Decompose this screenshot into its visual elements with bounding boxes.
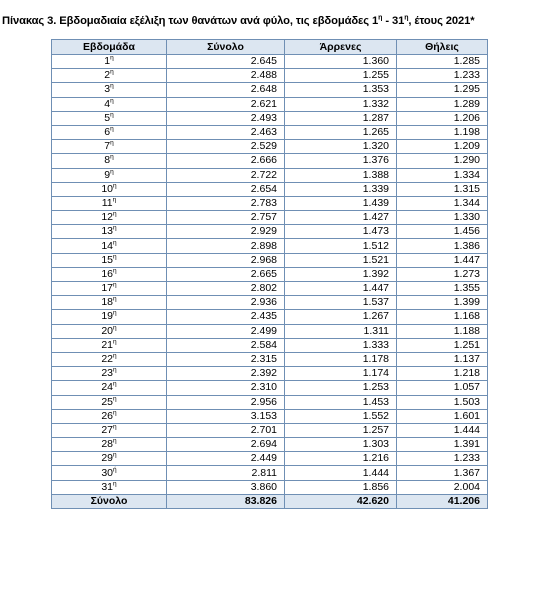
week-number: 29	[101, 452, 114, 465]
male-cell: 1.255	[285, 69, 397, 83]
week-number: 14	[101, 239, 114, 252]
female-cell: 1.601	[397, 409, 488, 423]
total-cell: 2.666	[167, 154, 285, 168]
week-ordinal-suffix: η	[113, 224, 117, 232]
week-cell	[52, 452, 167, 466]
female-cell: 1.273	[397, 267, 488, 281]
male-cell: 1.444	[285, 466, 397, 480]
table-row	[52, 83, 488, 97]
female-cell: 1.251	[397, 338, 488, 352]
week-cell	[52, 438, 167, 452]
table-row	[52, 381, 488, 395]
table-row	[52, 111, 488, 125]
header-row	[52, 40, 488, 55]
week-cell	[52, 55, 167, 69]
female-cell: 1.290	[397, 154, 488, 168]
table-row	[52, 423, 488, 437]
total-cell: 2.584	[167, 338, 285, 352]
female-cell: 1.218	[397, 367, 488, 381]
female-cell: 2.004	[397, 480, 488, 494]
week-ordinal-suffix: η	[113, 309, 117, 317]
week-cell	[52, 480, 167, 494]
week-ordinal-suffix: η	[113, 380, 117, 388]
male-cell: 1.303	[285, 438, 397, 452]
week-ordinal-suffix: η	[113, 352, 117, 360]
total-cell: 2.694	[167, 438, 285, 452]
table-row	[52, 452, 488, 466]
male-cell: 1.339	[285, 182, 397, 196]
male-cell: 1.253	[285, 381, 397, 395]
week-cell	[52, 352, 167, 366]
table-row	[52, 55, 488, 69]
male-cell: 1.333	[285, 338, 397, 352]
table-row	[52, 267, 488, 281]
total-cell: 2.968	[167, 253, 285, 267]
week-cell	[52, 111, 167, 125]
table-row	[52, 154, 488, 168]
total-cell: 2.701	[167, 423, 285, 437]
total-cell: 2.783	[167, 196, 285, 210]
week-ordinal-suffix: η	[113, 437, 117, 445]
table-row	[52, 239, 488, 253]
week-cell	[52, 338, 167, 352]
week-number: 7	[104, 140, 111, 153]
male-cell: 1.392	[285, 267, 397, 281]
female-cell: 1.206	[397, 111, 488, 125]
male-cell: 1.287	[285, 111, 397, 125]
week-ordinal-suffix: η	[113, 338, 117, 346]
table-row	[52, 196, 488, 210]
week-number: 6	[104, 126, 111, 139]
female-cell: 1.233	[397, 452, 488, 466]
week-cell	[52, 225, 167, 239]
title-suffix: , έτους 2021*	[408, 15, 475, 27]
total-cell: 2.722	[167, 168, 285, 182]
week-ordinal-suffix: η	[110, 54, 114, 62]
week-ordinal-suffix: η	[110, 68, 114, 76]
total-cell: 2.929	[167, 225, 285, 239]
total-row-total: 83.826	[167, 494, 285, 508]
table-row	[52, 310, 488, 324]
table-row	[52, 367, 488, 381]
week-number: 1	[104, 55, 111, 68]
table-row	[52, 466, 488, 480]
male-cell: 1.311	[285, 324, 397, 338]
male-cell: 1.265	[285, 125, 397, 139]
table-row	[52, 282, 488, 296]
week-cell	[52, 182, 167, 196]
week-ordinal-suffix: η	[113, 295, 117, 303]
week-ordinal-suffix: η	[110, 111, 114, 119]
table-title	[2, 15, 542, 27]
total-cell: 2.757	[167, 211, 285, 225]
total-cell: 2.449	[167, 452, 285, 466]
table-row	[52, 97, 488, 111]
week-number: 16	[101, 267, 114, 280]
week-number: 18	[101, 296, 114, 309]
male-cell: 1.447	[285, 282, 397, 296]
week-number: 15	[101, 253, 114, 266]
table-row	[52, 438, 488, 452]
male-cell: 1.178	[285, 352, 397, 366]
table-row	[52, 253, 488, 267]
week-number: 8	[104, 154, 111, 167]
female-cell: 1.391	[397, 438, 488, 452]
female-cell: 1.367	[397, 466, 488, 480]
male-cell: 1.552	[285, 409, 397, 423]
week-ordinal-suffix: η	[113, 395, 117, 403]
week-ordinal-suffix: η	[110, 168, 114, 176]
male-cell: 1.360	[285, 55, 397, 69]
table-row	[52, 409, 488, 423]
female-cell: 1.444	[397, 423, 488, 437]
total-cell: 2.665	[167, 267, 285, 281]
week-cell	[52, 409, 167, 423]
male-cell: 1.332	[285, 97, 397, 111]
week-cell	[52, 296, 167, 310]
deaths-by-sex-table	[51, 39, 488, 509]
total-cell: 2.529	[167, 140, 285, 154]
total-row-male: 42.620	[285, 494, 397, 508]
week-number: 31	[101, 480, 114, 493]
week-ordinal-suffix: η	[110, 82, 114, 90]
total-cell: 2.621	[167, 97, 285, 111]
table-row	[52, 225, 488, 239]
week-ordinal-suffix: η	[110, 153, 114, 161]
male-cell: 1.521	[285, 253, 397, 267]
male-cell: 1.174	[285, 367, 397, 381]
week-ordinal-suffix: η	[113, 366, 117, 374]
table-row	[52, 140, 488, 154]
week-number: 19	[101, 310, 114, 323]
total-cell: 2.648	[167, 83, 285, 97]
male-cell: 1.439	[285, 196, 397, 210]
total-cell: 2.310	[167, 381, 285, 395]
week-number: 24	[101, 381, 114, 394]
week-number: 27	[101, 423, 114, 436]
week-cell	[52, 211, 167, 225]
header-female: Θήλεις	[397, 40, 488, 55]
week-cell	[52, 97, 167, 111]
week-number: 3	[104, 83, 111, 96]
total-cell: 2.898	[167, 239, 285, 253]
male-cell: 1.257	[285, 423, 397, 437]
title-mid: - 31	[382, 15, 405, 27]
week-ordinal-suffix: η	[113, 182, 117, 190]
male-cell: 1.376	[285, 154, 397, 168]
title-prefix: Πίνακας 3. Εβδομαδιαία εξέλιξη των θανάτων ανά φύλο, τις εβδομάδες 1	[2, 15, 379, 27]
week-number: 10	[101, 182, 114, 195]
total-cell: 2.811	[167, 466, 285, 480]
female-cell: 1.447	[397, 253, 488, 267]
week-cell	[52, 324, 167, 338]
week-cell	[52, 367, 167, 381]
total-cell: 2.802	[167, 282, 285, 296]
title-sup-2: η	[404, 14, 409, 22]
week-cell	[52, 140, 167, 154]
female-cell: 1.188	[397, 324, 488, 338]
week-number: 26	[101, 409, 114, 422]
week-cell	[52, 125, 167, 139]
title-sup-1: η	[378, 14, 383, 22]
week-ordinal-suffix: η	[113, 239, 117, 247]
week-number: 28	[101, 438, 114, 451]
week-ordinal-suffix: η	[110, 139, 114, 147]
total-cell: 2.499	[167, 324, 285, 338]
week-ordinal-suffix: η	[113, 480, 117, 488]
female-cell: 1.137	[397, 352, 488, 366]
female-cell: 1.344	[397, 196, 488, 210]
female-cell: 1.334	[397, 168, 488, 182]
week-ordinal-suffix: η	[110, 125, 114, 133]
female-cell: 1.330	[397, 211, 488, 225]
week-cell	[52, 69, 167, 83]
total-cell: 2.488	[167, 69, 285, 83]
total-cell: 2.315	[167, 352, 285, 366]
female-cell: 1.198	[397, 125, 488, 139]
week-number: 30	[101, 466, 114, 479]
week-cell	[52, 253, 167, 267]
table-row	[52, 125, 488, 139]
male-cell: 1.216	[285, 452, 397, 466]
table-row	[52, 352, 488, 366]
week-number: 2	[104, 69, 111, 82]
header-total: Σύνολο	[167, 40, 285, 55]
male-cell: 1.320	[285, 140, 397, 154]
total-cell: 2.463	[167, 125, 285, 139]
male-cell: 1.267	[285, 310, 397, 324]
week-cell	[52, 310, 167, 324]
table-row	[52, 395, 488, 409]
female-cell: 1.355	[397, 282, 488, 296]
week-ordinal-suffix: η	[113, 267, 117, 275]
header-week: Εβδομάδα	[52, 40, 167, 55]
total-row-label: Σύνολο	[52, 494, 167, 508]
male-cell: 1.353	[285, 83, 397, 97]
male-cell: 1.537	[285, 296, 397, 310]
week-ordinal-suffix: η	[113, 451, 117, 459]
week-number: 5	[104, 111, 111, 124]
week-number: 4	[104, 97, 111, 110]
week-ordinal-suffix: η	[113, 409, 117, 417]
female-cell: 1.168	[397, 310, 488, 324]
week-cell	[52, 267, 167, 281]
week-ordinal-suffix: η	[110, 97, 114, 105]
week-cell	[52, 168, 167, 182]
female-cell: 1.315	[397, 182, 488, 196]
week-cell	[52, 239, 167, 253]
week-number: 23	[101, 367, 114, 380]
table-row	[52, 296, 488, 310]
female-cell: 1.295	[397, 83, 488, 97]
week-ordinal-suffix: ή	[113, 466, 117, 474]
table-row	[52, 69, 488, 83]
week-ordinal-suffix: η	[112, 196, 117, 204]
female-cell: 1.503	[397, 395, 488, 409]
total-cell: 2.654	[167, 182, 285, 196]
total-cell: 2.392	[167, 367, 285, 381]
total-row	[52, 494, 488, 508]
male-cell: 1.473	[285, 225, 397, 239]
table-row	[52, 324, 488, 338]
male-cell: 1.453	[285, 395, 397, 409]
female-cell: 1.209	[397, 140, 488, 154]
week-ordinal-suffix: η	[113, 281, 117, 289]
table-row	[52, 338, 488, 352]
week-cell	[52, 196, 167, 210]
week-number: 13	[101, 225, 114, 238]
total-cell: 3.860	[167, 480, 285, 494]
week-number: 12	[101, 211, 114, 224]
female-cell: 1.057	[397, 381, 488, 395]
week-number: 20	[101, 324, 114, 337]
week-cell	[52, 466, 167, 480]
week-cell	[52, 154, 167, 168]
week-cell	[52, 381, 167, 395]
female-cell: 1.399	[397, 296, 488, 310]
week-number: 25	[101, 395, 114, 408]
total-cell: 2.435	[167, 310, 285, 324]
male-cell: 1.427	[285, 211, 397, 225]
week-number: 11	[101, 196, 113, 209]
week-ordinal-suffix: η	[113, 210, 117, 218]
table-row	[52, 182, 488, 196]
total-cell: 2.493	[167, 111, 285, 125]
table-row	[52, 168, 488, 182]
week-cell	[52, 83, 167, 97]
total-row-female: 41.206	[397, 494, 488, 508]
female-cell: 1.386	[397, 239, 488, 253]
total-cell: 2.936	[167, 296, 285, 310]
week-number: 21	[101, 338, 114, 351]
total-cell: 2.956	[167, 395, 285, 409]
table-row	[52, 480, 488, 494]
female-cell: 1.456	[397, 225, 488, 239]
header-male: Άρρενες	[285, 40, 397, 55]
week-cell	[52, 282, 167, 296]
male-cell: 1.512	[285, 239, 397, 253]
week-ordinal-suffix: η	[113, 423, 117, 431]
female-cell: 1.233	[397, 69, 488, 83]
week-cell	[52, 395, 167, 409]
total-cell: 3.153	[167, 409, 285, 423]
table-row	[52, 211, 488, 225]
week-ordinal-suffix: η	[113, 253, 117, 261]
week-cell	[52, 423, 167, 437]
male-cell: 1.856	[285, 480, 397, 494]
female-cell: 1.285	[397, 55, 488, 69]
total-cell: 2.645	[167, 55, 285, 69]
week-number: 22	[101, 353, 114, 366]
female-cell: 1.289	[397, 97, 488, 111]
week-number: 9	[104, 168, 111, 181]
week-number: 17	[101, 282, 114, 295]
week-ordinal-suffix: η	[113, 324, 117, 332]
male-cell: 1.388	[285, 168, 397, 182]
